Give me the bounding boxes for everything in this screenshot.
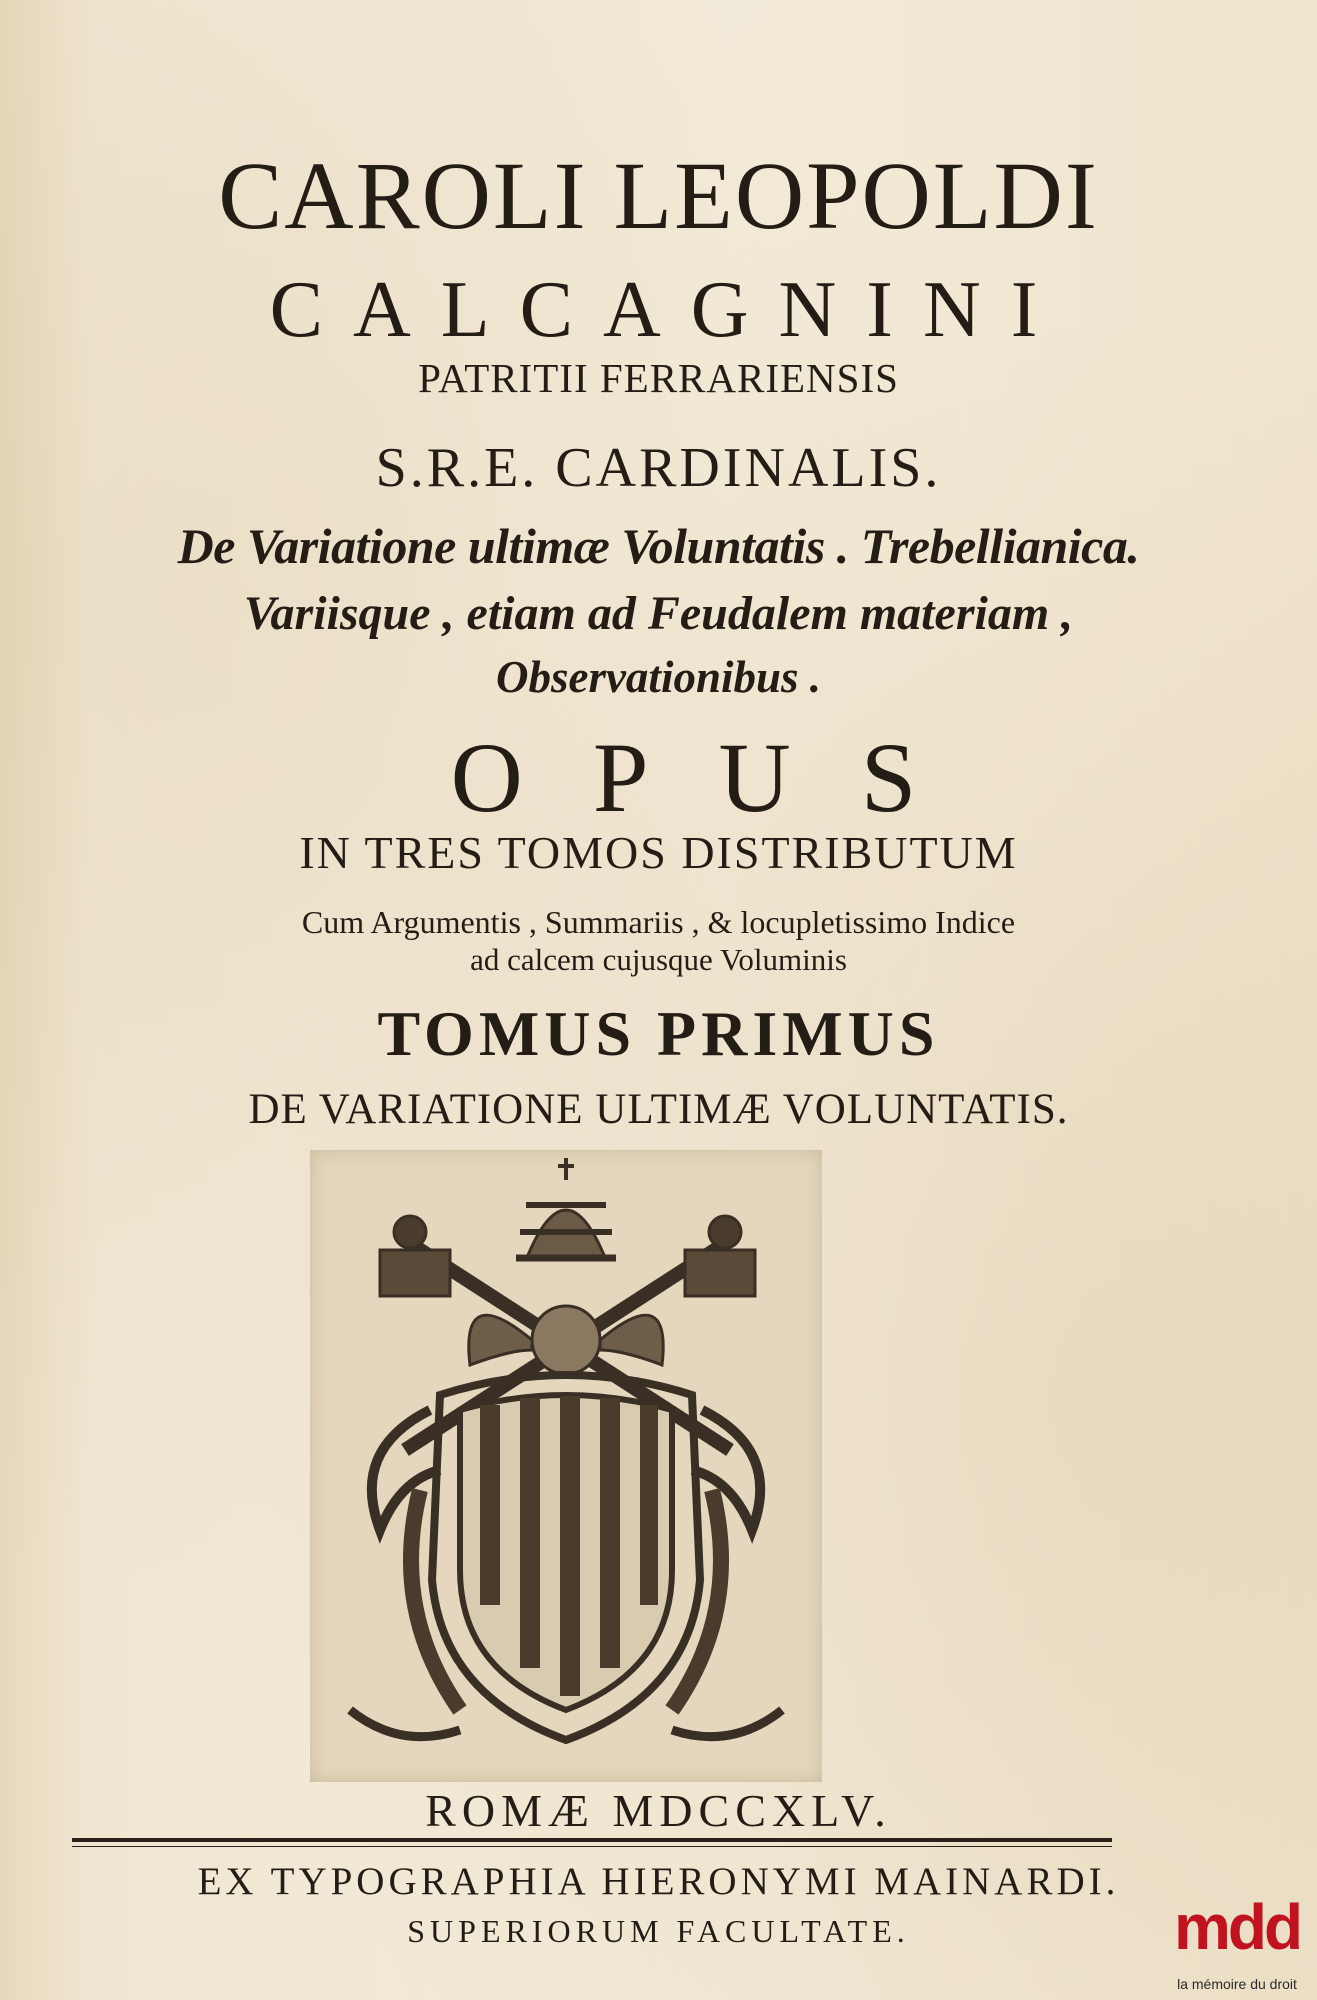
mdd-logo-tagline: la mémoire du droit bbox=[1177, 1976, 1297, 1992]
coat-of-arms-engraving bbox=[310, 1150, 822, 1782]
mdd-watermark-logo bbox=[1162, 1891, 1312, 1995]
imprint-rule-thin bbox=[72, 1846, 1112, 1847]
volume-distribution: IN TRES TOMOS DISTRIBUTUM bbox=[299, 827, 1018, 878]
work-heading: OPUS bbox=[450, 722, 987, 833]
subtitle-line1: De Variatione ultimæ Voluntatis . Trebellianica. bbox=[177, 518, 1140, 574]
author-name-line2: CALCAGNINI bbox=[269, 266, 1068, 354]
imprint-rule-thick bbox=[72, 1838, 1112, 1842]
coat-of-arms-icon bbox=[310, 1150, 822, 1782]
printer-line: EX TYPOGRAPHIA HIERONYMI MAINARDI. bbox=[197, 1860, 1120, 1903]
author-origin: PATRITII FERRARIENSIS bbox=[418, 355, 899, 401]
permission-line: SUPERIORUM FACULTATE. bbox=[407, 1913, 910, 1949]
mdd-logo-icon: mdd bbox=[1173, 1891, 1301, 1963]
subtitle-line3: Observationibus . bbox=[495, 652, 822, 702]
volume-number: TOMUS PRIMUS bbox=[377, 998, 940, 1069]
contents-note-line1: Cum Argumentis , Summariis , & locupletissimo Indice bbox=[301, 904, 1016, 940]
contents-note-line2: ad calcem cujusque Voluminis bbox=[470, 942, 847, 977]
author-name-line1: CAROLI LEOPOLDI bbox=[218, 142, 1099, 249]
imprint-place-date: ROMÆ MDCCXLV. bbox=[425, 1785, 892, 1836]
volume-subject: DE VARIATIONE ULTIMÆ VOLUNTATIS. bbox=[248, 1086, 1069, 1133]
author-rank: S.R.E. CARDINALIS. bbox=[375, 437, 942, 499]
subtitle-line2: Variisque , etiam ad Feudalem materiam , bbox=[243, 587, 1074, 640]
